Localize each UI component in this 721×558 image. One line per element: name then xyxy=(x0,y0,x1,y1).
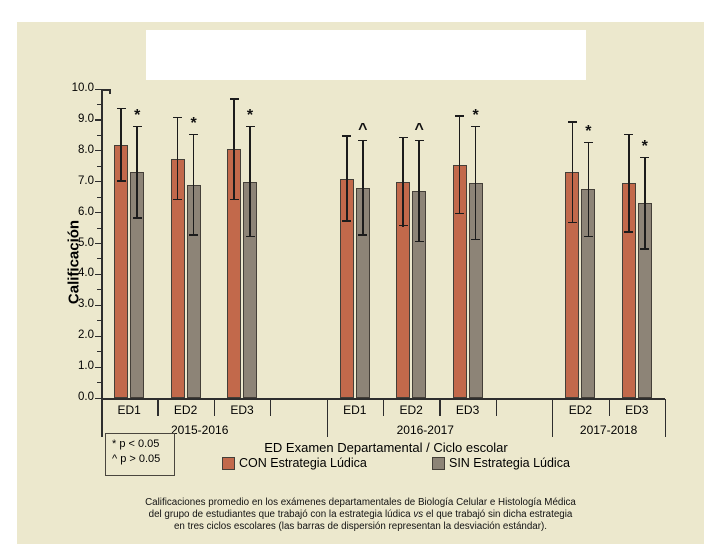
caption-line-1: Calificaciones promedio en los exámenes departamentales de Biología Celular e Histología Médica xyxy=(145,497,576,508)
error-bar-cap-bottom xyxy=(471,239,480,240)
y-tick-label: 4.0 xyxy=(78,267,94,280)
sig-marker: * xyxy=(472,107,479,125)
error-bar-cap-top xyxy=(455,115,464,116)
group-separator-tick xyxy=(552,399,553,437)
error-bar-line xyxy=(193,134,195,236)
legend-entry-con xyxy=(222,456,367,470)
sig-marker: * xyxy=(134,107,141,125)
error-bar-cap-top xyxy=(246,126,255,127)
y-axis-title: Calificación xyxy=(65,219,83,305)
y-tick-label: 0.0 xyxy=(78,391,94,403)
y-tick-label: 5.0 xyxy=(78,236,94,249)
y-minor-tick xyxy=(97,351,101,352)
error-bar-cap-top xyxy=(133,126,142,127)
error-bar-line xyxy=(177,117,179,200)
error-bar-cap-bottom xyxy=(189,234,198,235)
error-bar-cap-bottom xyxy=(358,234,367,235)
x-axis-title: ED Examen Departamental / Ciclo escolar xyxy=(264,440,508,455)
error-bar-cap-top xyxy=(471,126,480,127)
error-bar-line xyxy=(459,115,461,214)
category-label: ED3 xyxy=(230,403,254,417)
y-major-tick xyxy=(95,243,101,244)
y-major-tick xyxy=(95,212,101,213)
y-major-tick xyxy=(95,89,101,90)
category-separator-tick xyxy=(157,399,158,416)
year-label: 2016-2017 xyxy=(396,423,454,437)
sig-marker: ^ xyxy=(414,120,424,138)
pvalue-legend-box xyxy=(105,433,175,476)
category-separator-tick xyxy=(270,399,271,416)
category-label: ED2 xyxy=(568,403,593,417)
error-bar-cap-bottom xyxy=(399,225,408,226)
error-bar-cap-top xyxy=(358,140,367,141)
y-tick-label: 7.0 xyxy=(78,174,94,187)
category-label: ED3 xyxy=(455,403,480,417)
y-minor-tick xyxy=(97,135,101,136)
error-bar-line xyxy=(249,126,251,237)
y-major-tick xyxy=(95,305,101,306)
caption-line-3: en tres ciclos escolares (las barras de dispersión representan la desviación estándar). xyxy=(173,521,547,532)
y-axis-line xyxy=(101,89,103,437)
sig-marker: * xyxy=(246,107,254,125)
y-minor-tick xyxy=(97,258,101,259)
category-separator-tick xyxy=(383,399,384,416)
error-bar-cap-top xyxy=(640,157,649,158)
error-bar-cap-bottom xyxy=(117,180,126,181)
error-bar-cap-top xyxy=(230,98,239,99)
error-bar-cap-bottom xyxy=(133,217,142,218)
category-label: ED1 xyxy=(117,403,141,417)
error-bar-cap-top xyxy=(117,108,126,109)
error-bar-cap-top xyxy=(584,142,593,143)
error-bar-cap-bottom xyxy=(455,213,464,214)
y-tick-label: 9.0 xyxy=(78,112,94,125)
y-minor-tick xyxy=(97,289,101,290)
category-label: ED2 xyxy=(399,403,423,417)
category-label: ED2 xyxy=(173,403,198,417)
sig-marker: ^ xyxy=(358,120,368,138)
error-bar-cap-bottom xyxy=(230,199,239,200)
y-minor-tick xyxy=(97,320,101,321)
error-bar-line xyxy=(588,142,590,238)
error-bar-cap-top xyxy=(415,140,424,141)
legend-entry-sin xyxy=(432,456,570,470)
legend-swatch-sin xyxy=(432,457,445,470)
category-separator-tick xyxy=(496,399,497,416)
error-bar-line xyxy=(402,137,404,227)
group-separator-tick xyxy=(665,399,666,437)
error-bar-cap-bottom xyxy=(624,231,633,232)
error-bar-cap-bottom xyxy=(173,199,182,200)
error-bar-cap-top xyxy=(399,137,408,138)
y-minor-tick xyxy=(97,166,101,167)
y-major-tick xyxy=(95,150,101,151)
error-bar-cap-top xyxy=(342,135,351,136)
pvalue-line-nonsignificant: ^ p > 0.05 xyxy=(112,453,161,465)
y-minor-tick xyxy=(97,382,101,383)
error-bar-cap-bottom xyxy=(584,236,593,237)
year-label: 2017-2018 xyxy=(579,423,638,437)
y-major-tick xyxy=(95,336,101,337)
y-tick-label: 10.0 xyxy=(71,82,94,94)
error-bar-cap-top xyxy=(568,121,577,122)
y-minor-tick xyxy=(97,197,101,198)
group-separator-tick xyxy=(327,399,328,437)
category-separator-tick xyxy=(439,399,440,416)
legend-label-con: CON Estrategia Lúdica xyxy=(239,456,367,470)
error-bar-cap-top xyxy=(189,134,198,135)
error-bar-line xyxy=(475,126,477,240)
error-bar-cap-top xyxy=(624,134,633,135)
year-label: 2015-2016 xyxy=(170,423,229,437)
pvalue-line-significant: * p < 0.05 xyxy=(112,438,160,450)
legend-label-sin: SIN Estrategia Lúdica xyxy=(449,456,570,470)
error-bar-cap-top xyxy=(173,117,182,118)
error-bar-line xyxy=(628,134,630,233)
y-tick-label: 2.0 xyxy=(78,329,94,342)
error-bar-line xyxy=(233,98,235,200)
category-separator-tick xyxy=(214,399,215,416)
y-major-tick xyxy=(95,274,101,275)
error-bar-line xyxy=(346,135,348,222)
legend-swatch-con xyxy=(222,457,235,470)
error-bar-cap-bottom xyxy=(342,220,351,221)
error-bar-cap-bottom xyxy=(415,241,424,242)
y-minor-tick xyxy=(97,228,101,229)
figure-caption xyxy=(17,497,704,533)
error-bar-line xyxy=(136,126,138,219)
sig-marker: * xyxy=(585,122,592,140)
y-tick-label: 3.0 xyxy=(78,298,94,311)
y-major-tick xyxy=(95,181,101,182)
error-bar-cap-bottom xyxy=(640,248,649,249)
sig-marker: * xyxy=(190,114,197,132)
y-major-tick xyxy=(95,398,101,399)
category-label: ED3 xyxy=(625,403,649,417)
category-label: ED1 xyxy=(343,403,367,417)
error-bar-line xyxy=(120,108,122,182)
y-tick-label: 1.0 xyxy=(78,360,94,373)
error-bar-line xyxy=(362,140,364,236)
bar-con xyxy=(114,145,128,398)
sig-marker: * xyxy=(641,137,648,155)
axis-top-hook-stub xyxy=(109,89,111,94)
error-bar-cap-bottom xyxy=(246,236,255,237)
error-bar-line xyxy=(644,157,646,250)
error-bar-line xyxy=(572,121,574,223)
y-minor-tick xyxy=(97,104,101,105)
y-major-tick xyxy=(95,367,101,368)
caption-line-2: del grupo de estudiantes que trabajó con la estrategia lúdica vs el que trabajó sin dicha estrategia xyxy=(148,509,573,520)
error-bar-line xyxy=(418,140,420,242)
error-bar-cap-bottom xyxy=(568,222,577,223)
y-major-tick xyxy=(95,119,101,120)
y-tick-label: 6.0 xyxy=(78,205,94,218)
category-separator-tick xyxy=(609,399,610,416)
y-tick-label: 8.0 xyxy=(78,143,94,156)
